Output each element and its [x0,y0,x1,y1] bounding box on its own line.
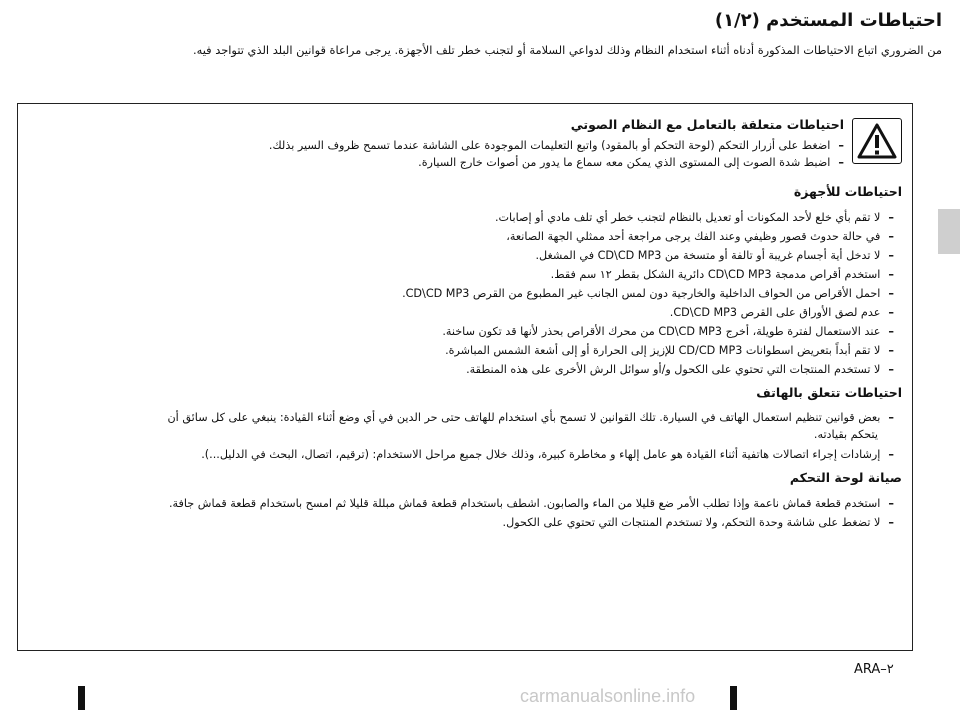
crop-mark-right [730,686,737,710]
page-number: ARA–٢ [854,662,894,677]
dash-bullet: – [888,249,894,262]
list-item: – في حالة حدوث قصور وظيفي وعند الفك يرجى مراجعة أحد ممثلي الجهة الصانعة، [506,230,894,243]
list-item: – عدم لصق الأوراق على القرص CD\CD MP3. [669,306,894,319]
section-tab-marker [938,209,960,254]
list-item: – استخدم أقراص مدمجة CD\CD MP3 دائرية الشكل بقطر ١٢ سم فقط. [550,268,894,281]
dash-bullet: – [888,497,894,510]
section-title-devices: احتياطات للأجهزة [793,184,902,199]
warning-icon [852,118,902,164]
list-item: – اضغط على أزرار التحكم (لوحة التحكم أو بالمقود) واتبع التعليمات الموجودة على الشاشة عندما تسمح ظروف السير بذلك. [268,139,844,152]
dash-bullet: – [888,268,894,281]
dash-bullet: – [888,325,894,338]
dash-bullet: – [838,156,844,169]
section-title-maintenance: صيانة لوحة التحكم [789,470,902,485]
section-title-phone: احتياطات تتعلق بالهاتف [756,385,902,400]
crop-mark-left [78,686,85,710]
list-item: – لا تقم أبداً بتعريض اسطوانات CD/CD MP3 للإزيز إلى الحرارة أو إلى أشعة الشمس المباشرة. [445,344,894,357]
list-item: – إرشادات إجراء اتصالات هاتفية أثناء القيادة هو عامل إلهاء و مخاطرة كبيرة، وذلك خلال جميع مراحل الاستخدام: (ترقيم، اتصال، البحث في الدليل...). [201,448,894,461]
dash-bullet: – [838,139,844,152]
intro-paragraph: من الضروري اتباع الاحتياطات المذكورة أدناه أثناء استخدام النظام وذلك لدواعي السلامة أو لتجنب خطر تلف الأجهزة. يرجى مراعاة قوانين البلد الذي تتواجد فيه. [193,43,942,57]
list-item: – لا تدخل أية أجسام غريبة أو تالفة أو متسخة من CD\CD MP3 في المشغل. [535,249,894,262]
list-item-continuation: يتحكم بقيادته. [813,428,878,441]
dash-bullet: – [888,230,894,243]
list-item: – لا تقم بأي خلع لأحد المكونات أو تعديل بالنظام لتجنب خطر أي تلف مادي أو إصابات. [494,211,894,224]
dash-bullet: – [888,211,894,224]
list-item: – احمل الأقراص من الحواف الداخلية والخارجية دون لمس الجانب غير المطبوع من القرص CD\CD MP3. [402,287,894,300]
dash-bullet: – [888,344,894,357]
dash-bullet: – [888,363,894,376]
list-item: – بعض قوانين تنظيم استعمال الهاتف في السيارة. تلك القوانين لا تسمح بأي استخدام للهاتف حتى حر الدين في أي وضع أثناء القيادة: ينبغي على كل سائق أن [167,411,894,424]
dash-bullet: – [888,448,894,461]
page-title: احتياطات المستخدم (١/٢) [714,10,942,31]
dash-bullet: – [888,287,894,300]
list-item: – لا تستخدم المنتجات التي تحتوي على الكحول و/أو سوائل الرش الأخرى على هذه المنطقة. [466,363,894,376]
list-item: – استخدم قطعة قماش ناعمة وإذا تطلب الأمر ضع قليلا من الماء والصابون. اشطف باستخدام قطعة قماش مبللة قليلا ثم امسح باستخدام قطعة قماش جافة. [169,497,894,510]
section-title-audio: احتياطات متعلقة بالتعامل مع النظام الصوتي [570,117,844,132]
precautions-box [17,103,913,651]
list-item: – اضبط شدة الصوت إلى المستوى الذي يمكن معه سماع ما يدور من أصوات خارج السيارة. [418,156,844,169]
dash-bullet: – [888,516,894,529]
watermark: carmanualsonline.info [520,686,696,706]
list-item: – عند الاستعمال لفترة طويلة، أخرج CD\CD MP3 من محرك الأقراص بحذر لأنها قد تكون ساخنة. [442,325,894,338]
list-item: – لا تضغط على شاشة وحدة التحكم، ولا تستخدم المنتجات التي تحتوي على الكحول. [502,516,894,529]
dash-bullet: – [888,306,894,319]
dash-bullet: – [888,411,894,424]
